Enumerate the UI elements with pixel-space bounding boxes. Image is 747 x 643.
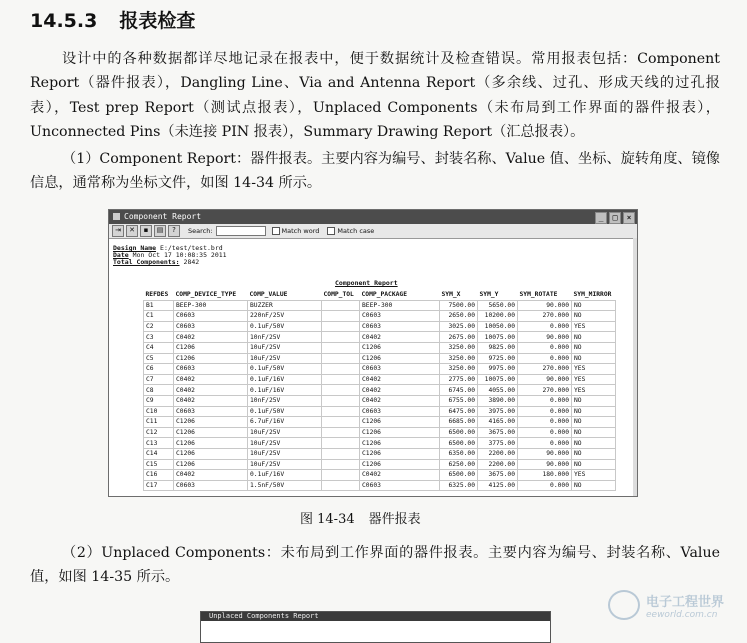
table-cell: 4125.00 <box>478 480 518 491</box>
watermark-line1: 电子工程世界 <box>646 594 725 610</box>
table-cell: C0402 <box>174 470 248 481</box>
table-cell: C1206 <box>360 459 440 470</box>
table-cell: 6755.00 <box>440 395 478 406</box>
table-cell: 3675.00 <box>478 427 518 438</box>
table-cell: C0402 <box>360 385 440 396</box>
table-cell: 0.1uF/16V <box>248 470 322 481</box>
watermark-logo <box>608 590 640 620</box>
table-cell: 10075.00 <box>478 332 518 343</box>
table-row <box>144 332 616 343</box>
table-cell: C1206 <box>174 427 248 438</box>
table-cell: YES <box>572 374 616 385</box>
column-header: REFDES <box>145 291 169 299</box>
item1-paragraph: （1）Component Report：器件报表。主要内容为编号、封装名称、Value 值、坐标、旋转角度、镜像信息，通常称为坐标文件，如图 14-34 所示。 <box>30 151 720 192</box>
table-cell: NO <box>572 459 616 470</box>
date-value: Mon Oct 17 10:08:35 2011 <box>132 251 227 259</box>
search-input[interactable] <box>216 226 266 236</box>
table-row <box>144 417 616 428</box>
table-cell: C10 <box>144 406 174 417</box>
table-cell <box>322 353 360 364</box>
intro-paragraph: 设计中的各种数据都详尽地记录在报表中，便于数据统计及检查错误。常用报表包括：Component Report（器件报表），Dangling Line、Via and Antenna Report（多余线、过孔、形成天线的过孔报表），Test prep Report（测试点报表），Unplaced Components（未布局到工作界面的器件报表），Unconnected Pins（未连接 PIN 报表），Summary Drawing Report（汇总报表）。 <box>30 51 720 141</box>
table-cell: 0.000 <box>518 342 572 353</box>
table-cell: 4055.00 <box>478 385 518 396</box>
table-cell <box>322 374 360 385</box>
table-cell <box>322 448 360 459</box>
table-row <box>144 459 616 470</box>
table-cell <box>322 332 360 343</box>
table-cell: C2 <box>144 321 174 332</box>
table-cell: 90.000 <box>518 332 572 343</box>
table-cell: C1206 <box>174 459 248 470</box>
table-cell: NO <box>572 406 616 417</box>
maximize-icon[interactable]: □ <box>609 212 621 224</box>
table-cell: C0603 <box>360 480 440 491</box>
table-cell: NO <box>572 448 616 459</box>
table-cell: 6350.00 <box>440 448 478 459</box>
table-row <box>144 342 616 353</box>
table-row <box>144 385 616 396</box>
report-title: Component Report <box>335 279 398 287</box>
table-cell: 7500.00 <box>440 300 478 311</box>
search-label: Search: <box>188 227 213 235</box>
table-row <box>144 364 616 375</box>
pin-icon[interactable]: ⇥ <box>112 225 124 237</box>
table-cell: 10050.00 <box>478 321 518 332</box>
table-cell: NO <box>572 480 616 491</box>
table-cell: C16 <box>144 470 174 481</box>
table-cell: 3890.00 <box>478 395 518 406</box>
table-cell: C9 <box>144 395 174 406</box>
table-cell: 3250.00 <box>440 364 478 375</box>
match-word-checkbox[interactable] <box>272 227 280 235</box>
table-cell: 10075.00 <box>478 374 518 385</box>
table-cell: 6745.00 <box>440 385 478 396</box>
table-row <box>144 395 616 406</box>
table-cell: 3250.00 <box>440 353 478 364</box>
table-cell <box>322 459 360 470</box>
table-cell: C0603 <box>360 311 440 322</box>
table-cell: 0.000 <box>518 406 572 417</box>
table-cell: 2200.00 <box>478 448 518 459</box>
table-cell: NO <box>572 342 616 353</box>
table-cell: C17 <box>144 480 174 491</box>
table-cell: 0.000 <box>518 480 572 491</box>
section-number: 14.5.3 <box>30 10 98 32</box>
column-header: SYM_X <box>441 291 461 299</box>
table-row <box>144 480 616 491</box>
vertical-scrollbar[interactable] <box>633 238 637 496</box>
report-meta <box>109 239 637 266</box>
table-cell: C1206 <box>360 353 440 364</box>
column-header: COMP_VALUE <box>249 291 288 299</box>
table-cell: 0.000 <box>518 395 572 406</box>
table-cell: 10uF/25V <box>248 448 322 459</box>
table-cell: 10nF/25V <box>248 332 322 343</box>
component-report-window <box>108 209 638 497</box>
table-cell: 10200.00 <box>478 311 518 322</box>
table-cell: 0.1uF/50V <box>248 321 322 332</box>
figure-title: 器件报表 <box>368 512 421 527</box>
table-cell: YES <box>572 321 616 332</box>
table-cell: C1206 <box>360 417 440 428</box>
table-cell: 2675.00 <box>440 332 478 343</box>
watermark <box>608 590 724 620</box>
table-row <box>144 427 616 438</box>
table-cell: C6 <box>144 364 174 375</box>
table-cell <box>322 300 360 311</box>
table-cell: C0603 <box>174 406 248 417</box>
table-cell <box>322 406 360 417</box>
table-cell: 2200.00 <box>478 459 518 470</box>
table-cell: 10uF/25V <box>248 342 322 353</box>
figure-number: 图 14-34 <box>300 512 355 527</box>
table-cell: C0603 <box>174 311 248 322</box>
table-cell: NO <box>572 332 616 343</box>
table-cell: 3250.00 <box>440 342 478 353</box>
table-cell: 6500.00 <box>440 427 478 438</box>
table-cell: C5 <box>144 353 174 364</box>
watermark-line2: eeworld.com.cn <box>646 609 718 620</box>
table-cell: C15 <box>144 459 174 470</box>
table-cell <box>322 385 360 396</box>
table-cell <box>322 395 360 406</box>
table-cell: 270.000 <box>518 364 572 375</box>
table-cell <box>322 427 360 438</box>
close-icon[interactable]: × <box>623 212 635 224</box>
table-cell: C11 <box>144 417 174 428</box>
table-cell <box>322 470 360 481</box>
column-header: COMP_DEVICE_TYPE <box>175 291 237 299</box>
table-cell: C0603 <box>174 480 248 491</box>
table-cell: 3975.00 <box>478 406 518 417</box>
table-cell: C7 <box>144 374 174 385</box>
table-cell: C1206 <box>174 353 248 364</box>
report-toolbar <box>109 224 637 239</box>
table-cell: 220nF/25V <box>248 311 322 322</box>
table-cell: C0402 <box>174 395 248 406</box>
table-row <box>144 448 616 459</box>
column-header: SYM_ROTATE <box>519 291 558 299</box>
table-cell: C3 <box>144 332 174 343</box>
table-cell: C1 <box>144 311 174 322</box>
table-cell: 270.000 <box>518 311 572 322</box>
table-cell: 9825.00 <box>478 342 518 353</box>
table-cell: C0603 <box>174 364 248 375</box>
table-row <box>144 470 616 481</box>
table-cell: C0603 <box>174 321 248 332</box>
table-cell: 6685.00 <box>440 417 478 428</box>
column-header: COMP_TOL <box>323 291 354 299</box>
table-cell: C1206 <box>360 342 440 353</box>
table-cell: 6250.00 <box>440 459 478 470</box>
table-cell: YES <box>572 385 616 396</box>
table-cell: C1206 <box>174 417 248 428</box>
table-cell: 3775.00 <box>478 438 518 449</box>
table-cell: C4 <box>144 342 174 353</box>
table-cell: C0402 <box>174 385 248 396</box>
table-cell: C1206 <box>360 427 440 438</box>
table-cell: 0.000 <box>518 427 572 438</box>
table-cell: C1206 <box>360 438 440 449</box>
print-icon[interactable]: ▤ <box>154 225 166 237</box>
table-cell: 180.000 <box>518 470 572 481</box>
table-cell: YES <box>572 364 616 375</box>
table-cell: 270.000 <box>518 385 572 396</box>
table-cell <box>322 364 360 375</box>
design-name-value: E:/test/test.brd <box>160 244 223 252</box>
minimize-icon[interactable]: _ <box>595 212 607 224</box>
table-cell: 5650.00 <box>478 300 518 311</box>
table-cell: NO <box>572 427 616 438</box>
table-cell: 90.000 <box>518 300 572 311</box>
table-cell: C1206 <box>174 342 248 353</box>
table-cell: BUZZER <box>248 300 322 311</box>
table-cell: 10nF/25V <box>248 395 322 406</box>
window-title: Component Report <box>124 212 202 221</box>
unplaced-window-title: Unplaced Components Report <box>201 612 550 621</box>
table-cell: 10uF/25V <box>248 438 322 449</box>
table-cell <box>322 417 360 428</box>
table-cell: NO <box>572 417 616 428</box>
table-cell: 0.1uF/16V <box>248 385 322 396</box>
table-cell: C1206 <box>360 448 440 459</box>
table-cell: 2650.00 <box>440 311 478 322</box>
table-cell: 10uF/25V <box>248 353 322 364</box>
table-cell: C8 <box>144 385 174 396</box>
table-cell: 90.000 <box>518 374 572 385</box>
table-cell: 0.000 <box>518 417 572 428</box>
table-cell: 0.1uF/50V <box>248 406 322 417</box>
table-cell: 0.000 <box>518 438 572 449</box>
table-row <box>144 406 616 417</box>
table-cell: C13 <box>144 438 174 449</box>
table-cell: C14 <box>144 448 174 459</box>
help-icon[interactable]: ? <box>168 225 180 237</box>
section-title: 报表检查 <box>119 10 196 32</box>
table-cell: 0.1uF/16V <box>248 374 322 385</box>
table-cell: 10uF/25V <box>248 427 322 438</box>
table-cell <box>322 480 360 491</box>
table-cell: NO <box>572 300 616 311</box>
table-cell: YES <box>572 470 616 481</box>
table-cell <box>322 311 360 322</box>
table-cell: 3675.00 <box>478 470 518 481</box>
column-header: SYM_Y <box>479 291 499 299</box>
table-cell: 1.5nF/50V <box>248 480 322 491</box>
table-cell: 90.000 <box>518 459 572 470</box>
component-table <box>143 290 616 491</box>
table-cell: 3025.00 <box>440 321 478 332</box>
date-label: Date <box>113 251 129 259</box>
column-header: SYM_MIRROR <box>573 291 612 299</box>
match-word-option[interactable] <box>272 227 320 235</box>
app-icon <box>113 213 120 220</box>
table-cell: 6475.00 <box>440 406 478 417</box>
table-cell: C12 <box>144 427 174 438</box>
match-case-option[interactable] <box>327 227 374 235</box>
table-cell: 90.000 <box>518 448 572 459</box>
item2-paragraph: （2）Unplaced Components：未布局到工作界面的器件报表。主要内容为编号、封装名称、Value 值，如图 14-35 所示。 <box>30 545 720 586</box>
table-cell: 6325.00 <box>440 480 478 491</box>
table-cell: C0603 <box>360 321 440 332</box>
table-cell <box>322 342 360 353</box>
table-header-row <box>144 290 616 300</box>
table-cell: 0.1uF/50V <box>248 364 322 375</box>
table-cell: 4165.00 <box>478 417 518 428</box>
table-cell: 2775.00 <box>440 374 478 385</box>
table-cell: NO <box>572 395 616 406</box>
match-case-label: Match case <box>337 227 375 235</box>
table-cell <box>322 321 360 332</box>
table-cell: C0402 <box>174 374 248 385</box>
table-cell: NO <box>572 311 616 322</box>
table-cell: C0603 <box>360 406 440 417</box>
total-components-value: 2842 <box>183 258 200 266</box>
table-cell: 6500.00 <box>440 470 478 481</box>
table-cell: C1206 <box>174 448 248 459</box>
table-cell: NO <box>572 438 616 449</box>
table-row <box>144 321 616 332</box>
cancel-icon[interactable]: ✕ <box>126 225 138 237</box>
table-cell: C1206 <box>174 438 248 449</box>
table-cell: NO <box>572 353 616 364</box>
table-cell: 6.7uF/16V <box>248 417 322 428</box>
table-row <box>144 300 616 311</box>
table-cell: 9725.00 <box>478 353 518 364</box>
table-cell: BEEP-300 <box>174 300 248 311</box>
table-cell: C0603 <box>360 364 440 375</box>
table-row <box>144 353 616 364</box>
table-cell: C0402 <box>360 395 440 406</box>
unplaced-report-window <box>200 611 551 643</box>
table-row <box>144 438 616 449</box>
column-header: COMP_PACKAGE <box>361 291 407 299</box>
window-titlebar <box>109 210 637 224</box>
table-cell: 0.000 <box>518 321 572 332</box>
table-cell: 6500.00 <box>440 438 478 449</box>
table-cell <box>322 438 360 449</box>
table-cell: C0402 <box>360 470 440 481</box>
table-cell: C0402 <box>360 332 440 343</box>
match-word-label: Match word <box>281 227 320 235</box>
table-cell: C0402 <box>360 374 440 385</box>
save-icon[interactable]: ▪ <box>140 225 152 237</box>
table-cell: 0.000 <box>518 353 572 364</box>
match-case-checkbox[interactable] <box>327 227 335 235</box>
table-cell: C0402 <box>174 332 248 343</box>
table-row <box>144 311 616 322</box>
figure-caption <box>300 508 421 527</box>
design-name-label: Design Name <box>113 244 157 252</box>
table-row <box>144 374 616 385</box>
table-cell: B1 <box>144 300 174 311</box>
table-cell: BEEP-300 <box>360 300 440 311</box>
table-cell: 10uF/25V <box>248 459 322 470</box>
total-components-label: Total Components: <box>113 258 180 266</box>
table-cell: 9975.00 <box>478 364 518 375</box>
section-heading <box>30 6 195 33</box>
